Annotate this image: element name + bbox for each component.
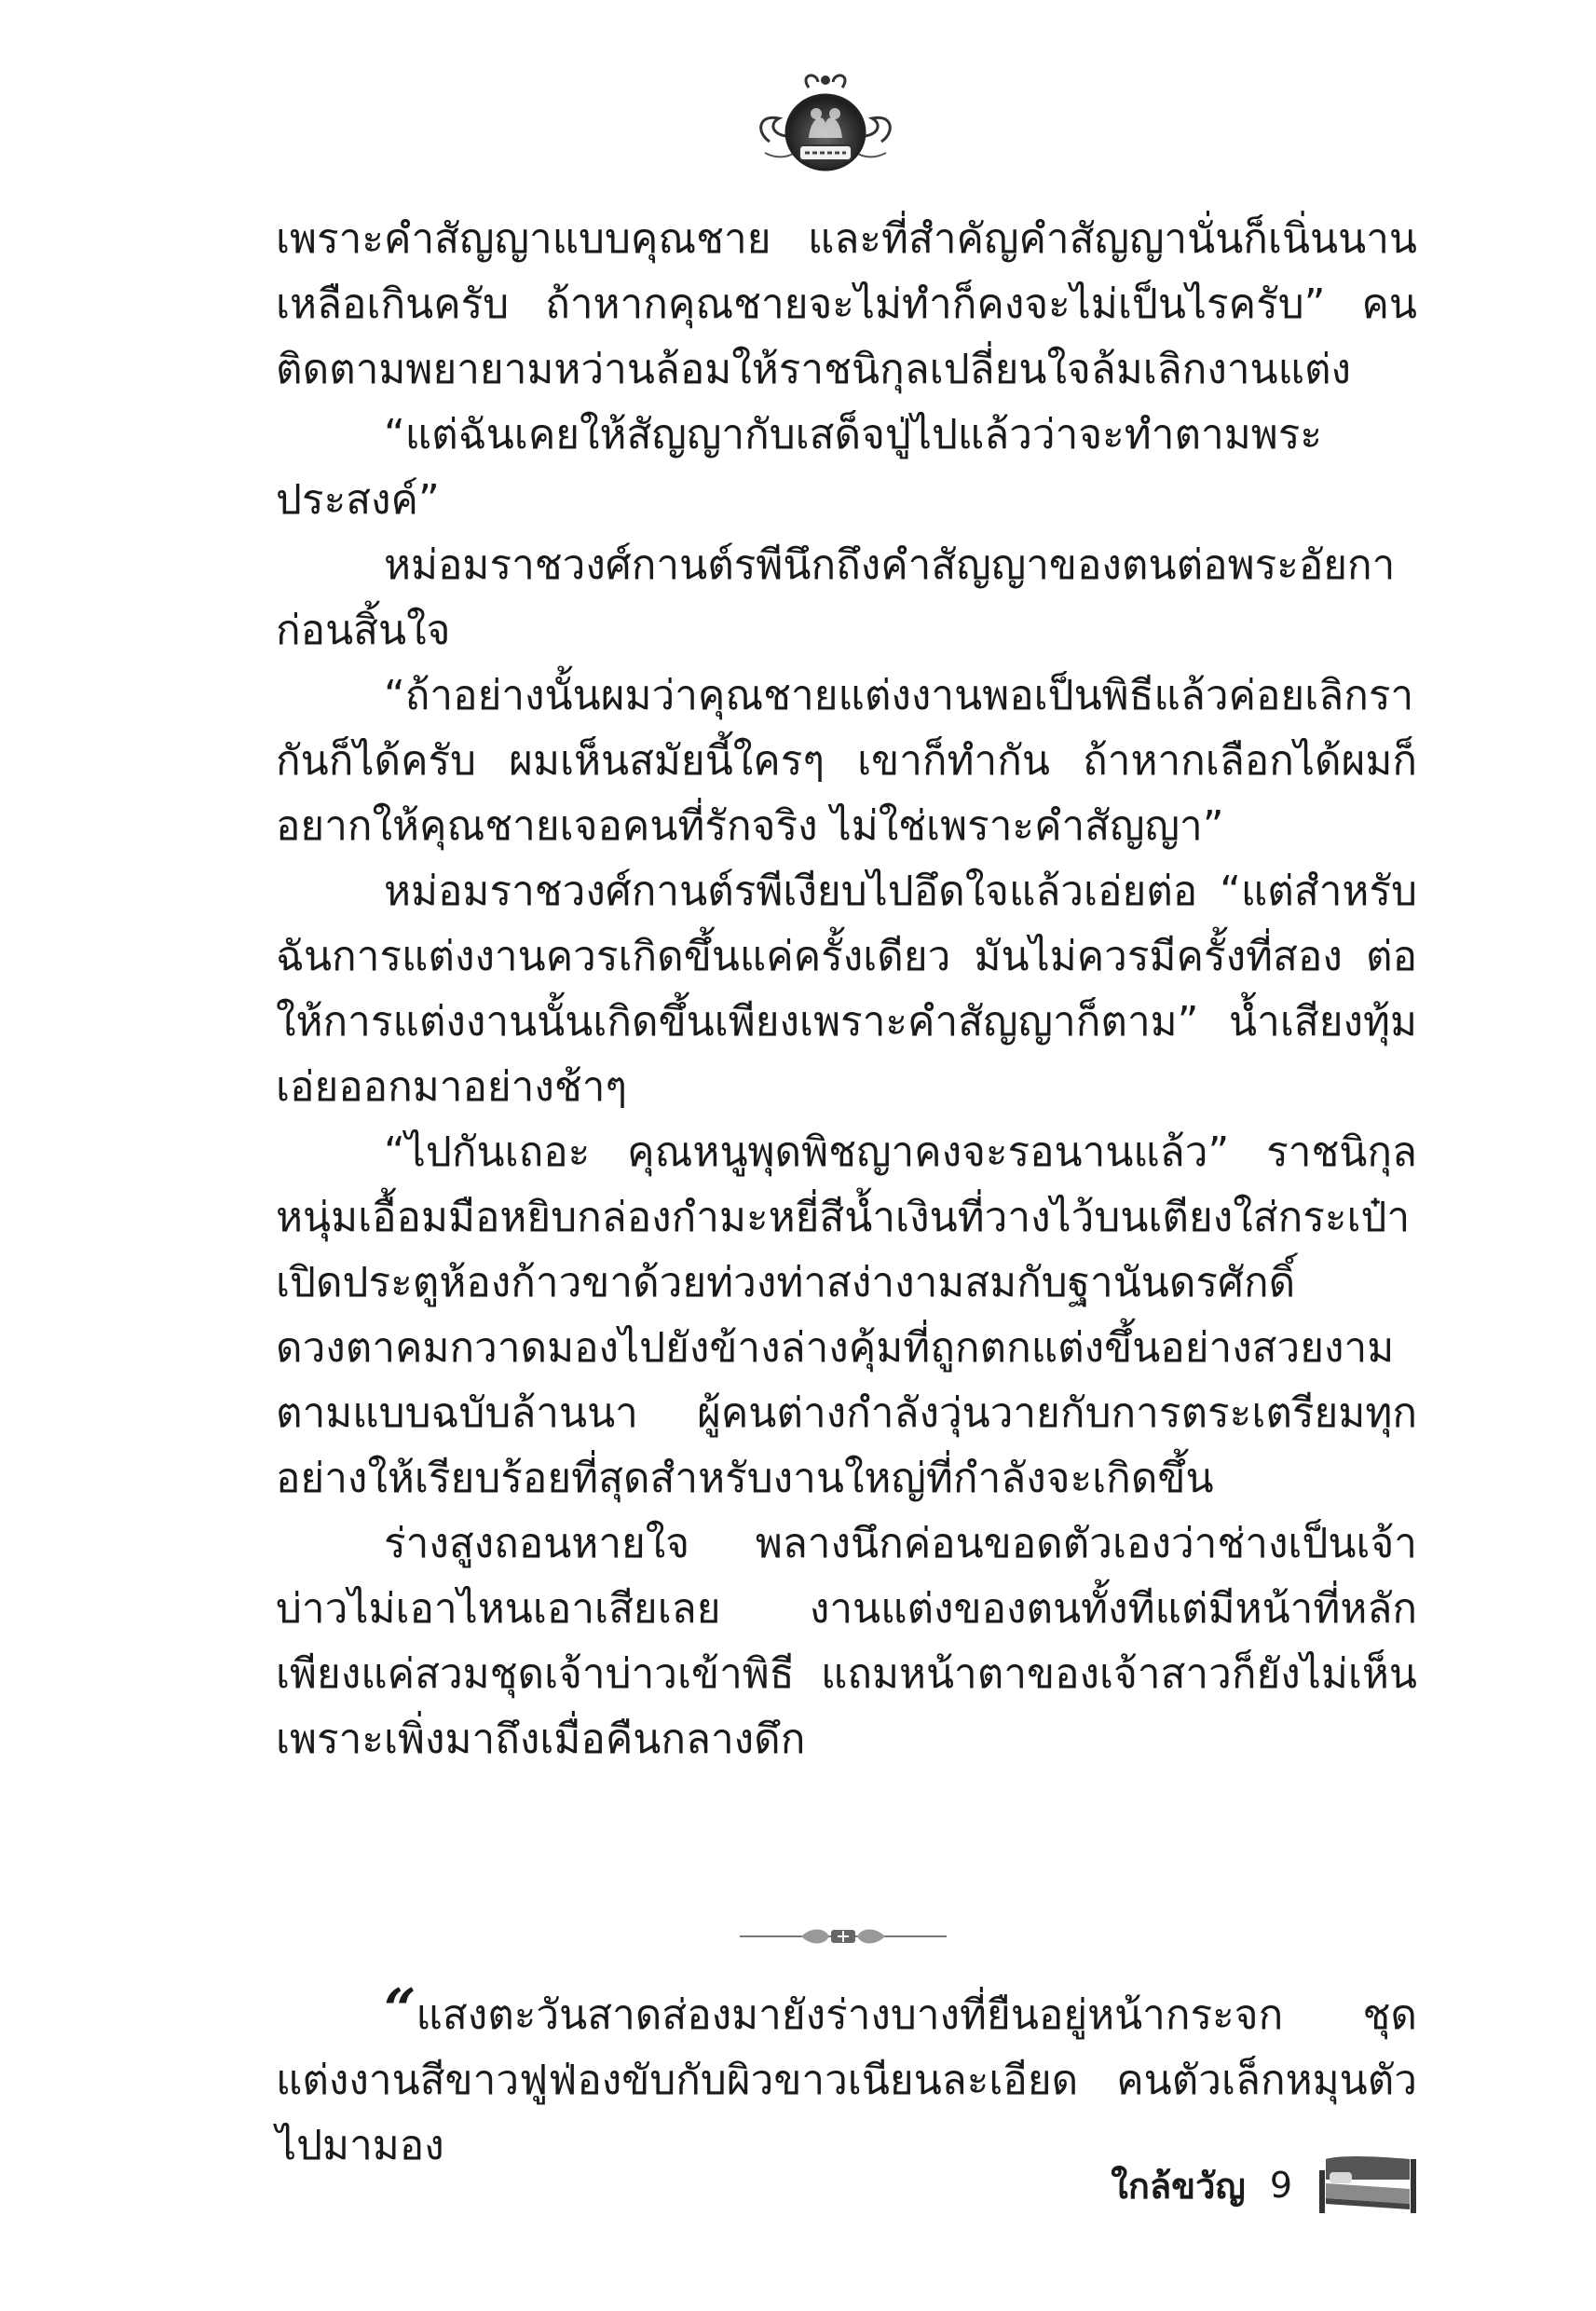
paragraph: “แต่ฉันเคยให้สัญญากับเสด็จปู่ไปแล้วว่าจะทำตามพระประสงค์” (276, 411, 1322, 524)
paragraph (276, 1977, 1417, 2179)
bed-icon (1316, 2152, 1419, 2219)
paragraph: “ไปกันเถอะ คุณหนูพุดพิชญาคงจะรอนานแล้ว” ราชนิกุลหนุ่มเอื้อมมือหยิบกล่องกำมะหยี่สีน้ำเงินที่วางไว้บนเตียงใส่กระเป๋า เปิดประตูห้องก้าวขาด้วยท่วงท่าสง่างามสมกับฐานันดรศักดิ์ ดวงตาคมกวาดมองไปยังข้างล่างคุ้มที่ถูกตกแต่งขึ้นอย่างสวยงามตามแบบฉบับล้านนา ผู้คนต่างกำลังวุ่นวายกับการตระเตรียมทุกอย่างให้เรียบร้อยที่สุดสำหรับงานใหญ่ที่กำลังจะเกิดขึ้น (276, 1128, 1417, 1502)
book-title: ใกล้ขวัญ (1111, 2165, 1246, 2207)
section-two-text (276, 1977, 1417, 2179)
paragraph-text: แสงตะวันสาดส่องมายังร่างบางที่ยืนอยู่หน้ากระจก ชุดแต่งงานสีขาวฟูฟ่องขับกับผิวขาวเนียนละเอียด คนตัวเล็กหมุนตัวไปมามอง (276, 1991, 1417, 2169)
page-number: 9 (1269, 2165, 1292, 2206)
body-text (276, 207, 1417, 1772)
crest-logo-icon (751, 67, 900, 179)
paragraph: ร่างสูงถอนหายใจ พลางนึกค่อนขอดตัวเองว่าช่างเป็นเจ้าบ่าวไม่เอาไหนเอาเสียเลย งานแต่งของตนทั้งทีแต่มีหน้าที่หลักเพียงแค่สวมชุดเจ้าบ่าวเข้าพิธี แถมหน้าตาของเจ้าสาวก็ยังไม่เห็นเพราะเพิ่งมาถึงเมื่อคืนกลางดึก (276, 1520, 1417, 1763)
paragraph: หม่อมราชวงศ์กานต์รพีนึกถึงคำสัญญาของตนต่อพระอัยกาก่อนสิ้นใจ (276, 541, 1396, 654)
drop-quote-mark: “ (384, 1977, 411, 2043)
paragraph: “ถ้าอย่างนั้นผมว่าคุณชายแต่งงานพอเป็นพิธีแล้วค่อยเลิกรากันก็ได้ครับ ผมเห็นสมัยนี้ใครๆ เขาก็ทำกัน ถ้าหากเลือกได้ผมก็อยากให้คุณชายเจอคนที่รักจริง ไม่ใช่เพราะคำสัญญา” (276, 672, 1417, 850)
ornamental-divider-icon (736, 1925, 950, 1948)
paragraph: หม่อมราชวงศ์กานต์รพีเงียบไปอึดใจแล้วเอ่ยต่อ “แต่สำหรับฉันการแต่งงานควรเกิดขึ้นแค่ครั้งเดียว มันไม่ควรมีครั้งที่สอง ต่อให้การแต่งงานนั้นเกิดขึ้นเพียงเพราะคำสัญญาก็ตาม” น้ำเสียงทุ้มเอ่ยออกมาอย่างช้าๆ (276, 868, 1417, 1111)
paragraph: เพราะคำสัญญาแบบคุณชาย และที่สำคัญคำสัญญานั่นก็เนิ่นนานเหลือเกินครับ ถ้าหากคุณชายจะไม่ทำก็คงจะไม่เป็นไรครับ” คนติดตามพยายามหว่านล้อมให้ราชนิกุลเปลี่ยนใจล้มเลิกงานแต่ง (276, 215, 1417, 393)
page-footer (1111, 2153, 1419, 2218)
